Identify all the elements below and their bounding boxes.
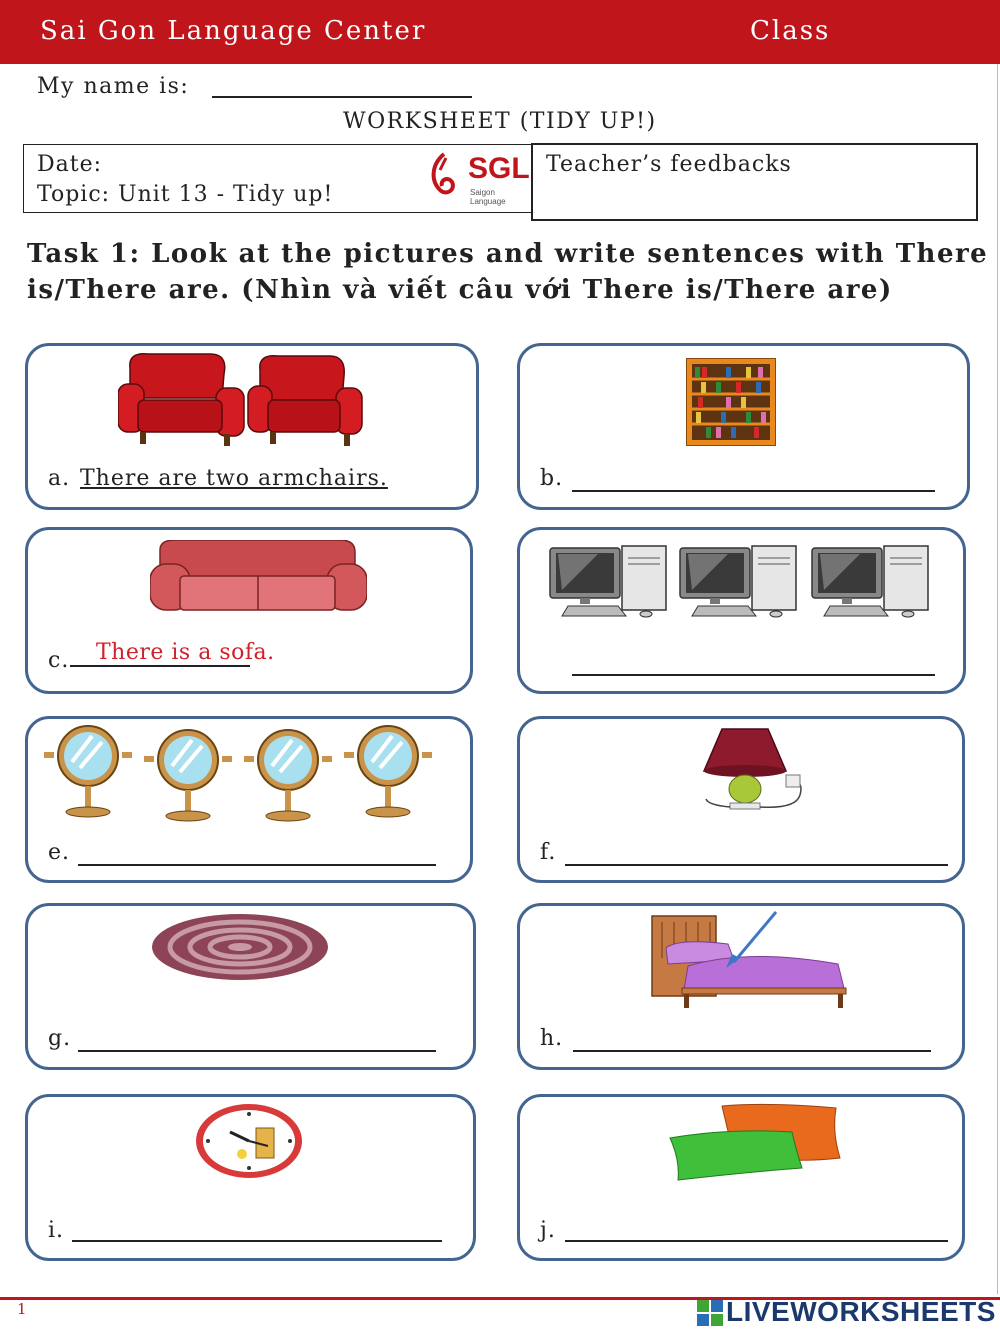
item-letter-j: j. bbox=[540, 1218, 556, 1243]
item-letter-c: c. bbox=[48, 648, 70, 673]
mirror-icon bbox=[144, 730, 232, 821]
page-number: 1 bbox=[17, 1300, 27, 1318]
liveworksheets-logo-icon bbox=[697, 1300, 723, 1326]
item-letter-i: i. bbox=[48, 1218, 65, 1243]
worksheet-title: WORKSHEET (TIDY UP!) bbox=[343, 109, 657, 134]
name-label: My name is: bbox=[37, 74, 190, 99]
answer-input-e[interactable] bbox=[78, 864, 436, 866]
computer-icon bbox=[550, 546, 666, 617]
task1-line1: Task 1: Look at the pictures and write sentences with There bbox=[27, 239, 989, 269]
rug-picture bbox=[150, 912, 330, 982]
item-letter-h: h. bbox=[540, 1026, 564, 1051]
mirror-icon bbox=[44, 726, 132, 817]
header-bar bbox=[0, 0, 1000, 64]
item-letter-g: g. bbox=[48, 1026, 72, 1051]
date-label: Date: bbox=[37, 152, 103, 177]
armchair-icon bbox=[118, 354, 244, 446]
four-mirrors-picture bbox=[44, 722, 436, 822]
answer-input-g[interactable] bbox=[78, 1050, 436, 1052]
sofa-picture bbox=[150, 540, 367, 620]
feedback-label: Teacher’s feedbacks bbox=[546, 152, 792, 177]
sgl-logo-subtext: Saigon Language bbox=[470, 188, 506, 206]
two-armchairs-picture bbox=[118, 350, 363, 448]
answer-input-j[interactable] bbox=[565, 1240, 948, 1242]
sgl-logo-text: SGL bbox=[468, 152, 530, 185]
mirror-icon bbox=[344, 726, 432, 817]
mirror-icon bbox=[244, 730, 332, 821]
right-margin-line bbox=[997, 64, 998, 1294]
class-label: Class bbox=[750, 16, 831, 46]
item-answer-a: There are two armchairs. bbox=[80, 466, 388, 491]
answer-input-h[interactable] bbox=[573, 1050, 931, 1052]
answer-input-d[interactable] bbox=[572, 674, 935, 676]
lamp-picture bbox=[700, 725, 812, 815]
armchair-icon bbox=[248, 356, 362, 446]
computer-icon bbox=[680, 546, 796, 617]
item-answer-c: There is a sofa. bbox=[96, 640, 275, 665]
item-letter-b: b. bbox=[540, 466, 564, 491]
clock-picture bbox=[194, 1102, 304, 1180]
bed-picture bbox=[648, 908, 850, 1010]
bookcase-picture bbox=[686, 358, 776, 446]
name-input-line[interactable] bbox=[212, 96, 472, 98]
topic-label: Topic: Unit 13 - Tidy up! bbox=[37, 182, 334, 207]
answer-input-f[interactable] bbox=[565, 864, 948, 866]
center-name: Sai Gon Language Center bbox=[40, 16, 427, 46]
item-letter-f: f. bbox=[540, 840, 557, 865]
answer-input-b[interactable] bbox=[572, 490, 935, 492]
liveworksheets-brand: LIVEWORKSHEETS bbox=[726, 1296, 996, 1327]
sgl-logo bbox=[428, 150, 530, 206]
item-letter-e: e. bbox=[48, 840, 71, 865]
task1-line2: is/There are. (Nhìn và viết câu với There is/There are) bbox=[27, 275, 893, 305]
computer-icon bbox=[812, 546, 928, 617]
answer-input-c[interactable] bbox=[70, 665, 250, 667]
three-computers-picture bbox=[548, 544, 932, 618]
cushions-picture bbox=[668, 1102, 842, 1182]
answer-input-i[interactable] bbox=[72, 1240, 442, 1242]
item-letter-a: a. bbox=[48, 466, 71, 491]
